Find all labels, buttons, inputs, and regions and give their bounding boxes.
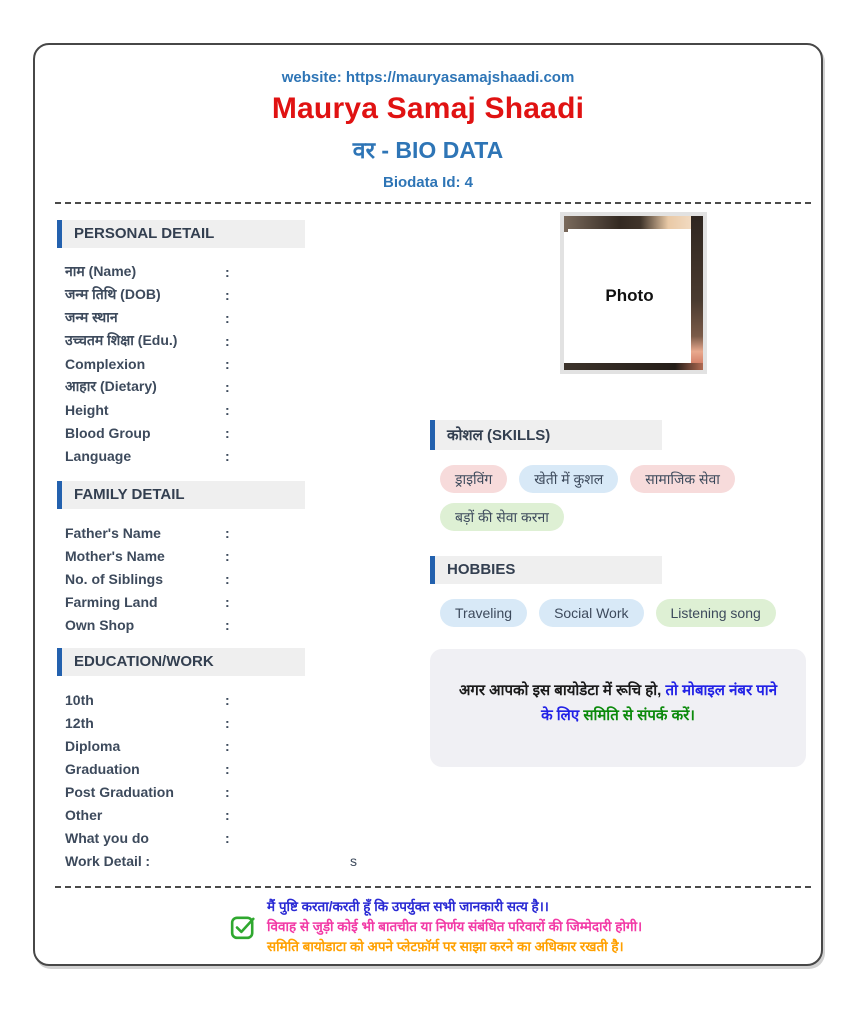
table-row <box>65 306 357 329</box>
family-detail-rows <box>65 521 357 636</box>
family-detail-heading: FAMILY DETAIL <box>57 481 305 509</box>
colon: : <box>225 378 230 395</box>
colon: : <box>225 309 230 326</box>
bottom-divider <box>55 886 811 888</box>
section-family-detail <box>57 481 357 636</box>
section-personal-detail <box>57 220 357 467</box>
table-row <box>65 283 357 306</box>
field-label: Graduation <box>65 760 140 777</box>
table-row <box>65 590 357 613</box>
colon: : <box>225 806 230 823</box>
colon: : <box>145 852 150 869</box>
skills-hobbies-column <box>430 420 806 767</box>
hobby-pill: Listening song <box>656 599 776 627</box>
page-title: Maurya Samaj Shaadi <box>271 92 585 125</box>
colon: : <box>225 355 230 372</box>
table-row <box>65 849 357 872</box>
notice-text-blue: तो मोबाइल नंबर पाने के लिए <box>541 682 778 724</box>
personal-detail-rows <box>65 260 357 467</box>
field-label: Blood Group <box>65 424 151 441</box>
page-subtitle: वर - BIO DATA <box>352 137 504 163</box>
field-label: Mother's Name <box>65 547 165 564</box>
table-row <box>65 613 357 636</box>
colon: : <box>225 737 230 754</box>
skill-pill: ड्राइविंग <box>440 465 507 493</box>
table-row <box>65 803 357 826</box>
skills-heading: कोशल (SKILLS) <box>430 420 662 450</box>
field-label: जन्म स्थान <box>65 309 118 325</box>
biodata-id: Biodata Id: 4 <box>382 174 473 191</box>
colon: : <box>225 760 230 777</box>
skill-pill: बड़ों की सेवा करना <box>440 503 564 531</box>
field-label: उच्चतम शिक्षा (Edu.) <box>65 332 178 348</box>
photo-edge-right <box>691 216 703 370</box>
colon: : <box>225 616 230 633</box>
colon: : <box>225 829 230 846</box>
colon: : <box>225 332 230 349</box>
table-row <box>65 711 357 734</box>
table-row <box>65 567 357 590</box>
table-row <box>65 826 357 849</box>
field-label: 10th <box>65 691 94 708</box>
field-label: 12th <box>65 714 94 731</box>
hobby-pill: Traveling <box>440 599 527 627</box>
hobbies-heading: HOBBIES <box>430 556 662 584</box>
section-skills <box>430 420 806 531</box>
field-label: Diploma <box>65 737 121 754</box>
notice-text-green: समिति से संपर्क करें। <box>583 706 695 724</box>
table-row <box>65 352 357 375</box>
colon: : <box>225 286 230 303</box>
colon: : <box>225 547 230 564</box>
skill-pill: सामाजिक सेवा <box>630 465 735 493</box>
field-label: Father's Name <box>65 524 161 541</box>
website-link[interactable]: website: https://mauryasamajshaadi.com <box>281 69 575 86</box>
field-label: जन्म तिथि (DOB) <box>65 286 161 302</box>
declaration-line-1: मैं पुष्टि करता/करती हूँ कि उपर्युक्त सभी जानकारी सत्य है।। <box>267 899 549 914</box>
page-header <box>35 45 821 191</box>
field-value: s <box>350 852 357 869</box>
field-label: आहार (Dietary) <box>65 378 157 394</box>
declaration-lines <box>267 897 642 957</box>
field-label: Own Shop <box>65 616 135 633</box>
personal-detail-heading: PERSONAL DETAIL <box>57 220 305 248</box>
skills-pills <box>440 465 806 531</box>
table-row <box>65 375 357 398</box>
colon: : <box>225 524 230 541</box>
photo-placeholder <box>560 212 707 374</box>
field-label: नाम (Name) <box>65 263 137 279</box>
field-label: Post Graduation <box>65 783 174 800</box>
declaration-line-2: विवाह से जुड़ी कोई भी बातचीत या निर्णय संबंधित परिवारों की जिम्मेदारी होगी। <box>267 919 643 934</box>
table-row <box>65 329 357 352</box>
colon: : <box>225 570 230 587</box>
education-work-heading: EDUCATION/WORK <box>57 648 305 676</box>
colon: : <box>225 447 230 464</box>
section-education-work <box>57 648 357 872</box>
field-label: Height <box>65 401 109 418</box>
table-row <box>65 398 357 421</box>
contact-notice <box>430 649 806 767</box>
field-label: What you do <box>65 829 149 846</box>
colon: : <box>225 593 230 610</box>
photo-edge-bottom <box>564 363 703 370</box>
field-label: Complexion <box>65 355 146 372</box>
field-label: Other <box>65 806 103 823</box>
photo-label: Photo <box>568 229 691 363</box>
section-hobbies <box>430 556 806 627</box>
table-row <box>65 444 357 467</box>
table-row <box>65 544 357 567</box>
colon: : <box>225 783 230 800</box>
field-label: Work Detail <box>65 852 142 869</box>
colon: : <box>225 714 230 731</box>
hobby-pill: Social Work <box>539 599 643 627</box>
skill-pill: खेती में कुशल <box>519 465 618 493</box>
field-label: Farming Land <box>65 593 158 610</box>
checkbox-icon <box>230 914 256 940</box>
education-work-rows <box>65 688 357 872</box>
table-row <box>65 521 357 544</box>
table-row <box>65 688 357 711</box>
table-row <box>65 734 357 757</box>
notice-text-dark: अगर आपको इस बायोडेटा में रूचि हो, <box>458 682 666 699</box>
biodata-card <box>33 43 823 966</box>
colon: : <box>225 691 230 708</box>
table-row <box>65 421 357 444</box>
field-label: Language <box>65 447 132 464</box>
colon: : <box>225 424 230 441</box>
table-row <box>65 757 357 780</box>
hobbies-pills <box>440 599 806 627</box>
table-row <box>65 780 357 803</box>
table-row <box>65 260 357 283</box>
declaration-footer <box>230 897 642 957</box>
colon: : <box>225 401 230 418</box>
detail-columns <box>57 220 357 872</box>
top-divider <box>55 202 811 204</box>
colon: : <box>225 263 230 280</box>
declaration-line-3: समिति बायोडाटा को अपने प्लेटफ़ॉर्म पर साझा करने का अधिकार रखती है। <box>267 939 624 954</box>
field-label: No. of Siblings <box>65 570 163 587</box>
